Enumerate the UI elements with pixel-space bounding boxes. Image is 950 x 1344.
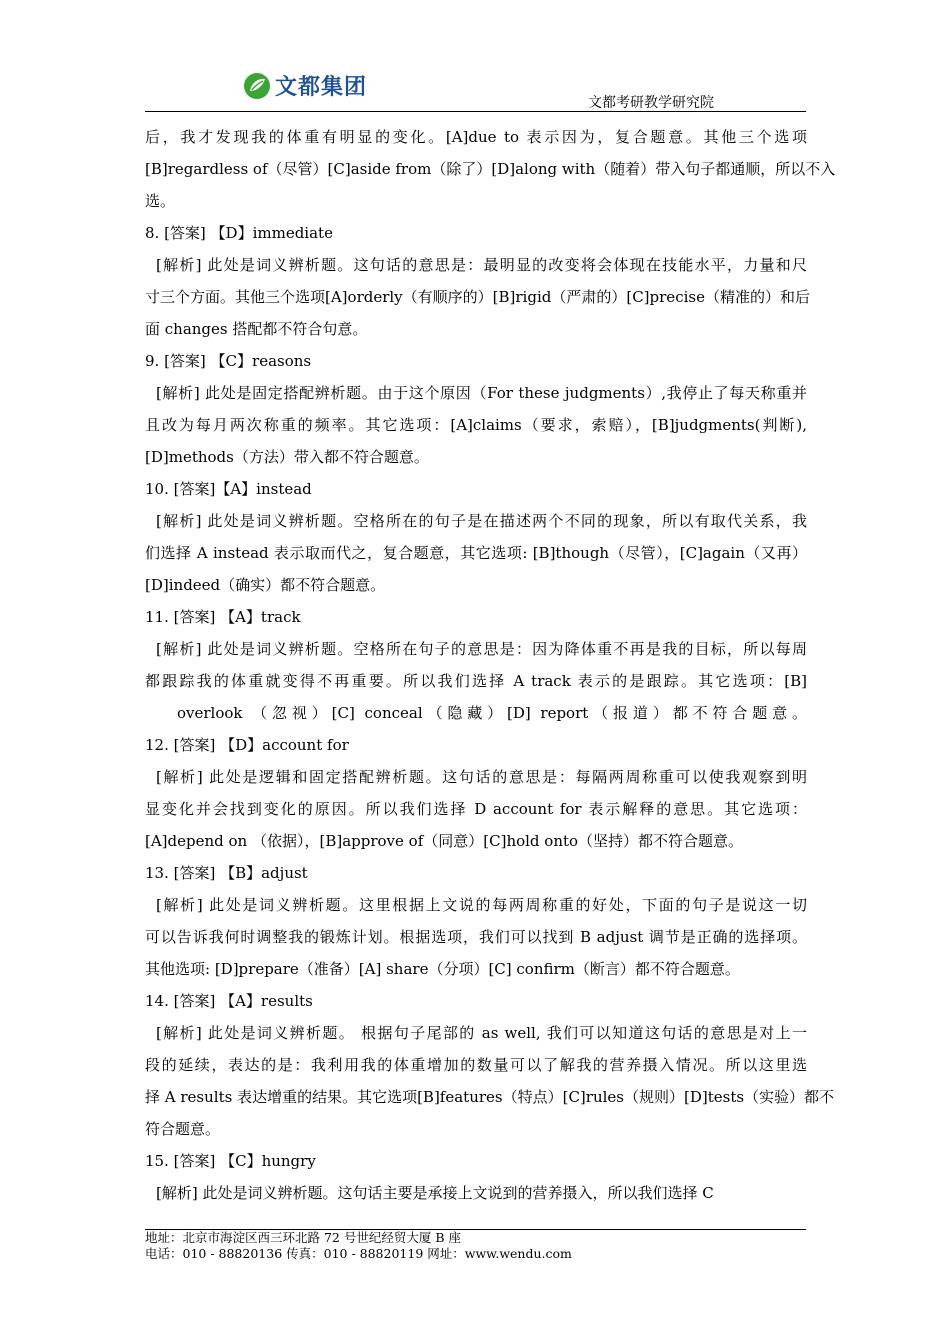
company-logo [242, 70, 367, 101]
text-line: 选。 [145, 192, 176, 210]
text-line: 都跟踪我的体重就变得不再重要。所以我们选择 A track 表示的是跟踪。其它选项：[B] [145, 672, 807, 690]
text-line: 可以告诉我何时调整我的锻炼计划。根据选项，我们可以找到 B adjust 调节是正确的选择项。 [145, 928, 807, 946]
text-line: 显变化并会找到变化的原因。所以我们选择 D account for 表示解释的意思。其它选项： [145, 800, 807, 818]
text-line: [解析] 此处是词义辨析题。空格所在的句子是在描述两个不同的现象，所以有取代关系，我 [156, 512, 807, 530]
header-divider [145, 111, 806, 112]
text-line: [解析] 此处是词义辨析题。这句话的意思是：最明显的改变将会体现在技能水平，力量和尺 [156, 256, 807, 274]
text-line: 10. [答案]【A】instead [145, 480, 312, 498]
text-line: 且改为每月两次称重的频率。其它选项：[A]claims（要求，索赔），[B]judgments(判断), [145, 416, 807, 434]
document-body [145, 121, 836, 1209]
text-line: 后，我才发现我的体重有明显的变化。[A]due to 表示因为，复合题意。其他三个选项 [145, 128, 807, 146]
text-line: 8. [答案] 【D】immediate [145, 224, 333, 242]
footer-address: 地址：北京市海淀区西三环北路 72 号世纪经贸大厦 B 座 [145, 1230, 461, 1245]
text-line: 面 changes 搭配都不符合句意。 [145, 320, 368, 338]
text-line: 12. [答案] 【D】account for [145, 736, 349, 754]
text-line: 15. [答案] 【C】hungry [145, 1152, 316, 1170]
leaf-logo-icon [242, 71, 272, 101]
text-line: [解析] 此处是词义辨析题。 根据句子尾部的 as well, 我们可以知道这句话的意思是对上一 [156, 1024, 807, 1042]
text-line: [解析] 此处是固定搭配辨析题。由于这个原因（For these judgments）,我停止了每天称重并 [156, 384, 807, 402]
text-line: [D]indeed（确实）都不符合题意。 [145, 576, 386, 594]
text-line: 符合题意。 [145, 1120, 221, 1138]
institute-name: 文都考研教学研究院 [588, 95, 714, 111]
text-line: 寸三个方面。其他三个选项[A]orderly（有顺序的）[B]rigid（严肃的）[C]precise（精准的）和后 [145, 288, 810, 306]
logo-text: 文都集团 [275, 75, 368, 100]
footer-contact: 电话：010 - 88820136 传真：010 - 88820119 网址：www.wendu.com [145, 1246, 572, 1261]
text-line: 们选择 A instead 表示取而代之，复合题意，其它选项: [B]though（尽管），[C]again（又再） [145, 544, 807, 562]
text-line: 段的延续，表达的是：我利用我的体重增加的数量可以了解我的营养摄入情况。所以这里选 [145, 1056, 807, 1074]
page-header [145, 60, 806, 112]
text-line: [D]methods（方法）带入都不符合题意。 [145, 448, 429, 466]
text-line: [B]regardless of（尽管）[C]aside from（除了）[D]along with（随着）带入句子都通顺，所以不入 [145, 160, 836, 178]
text-line: [解析] 此处是词义辨析题。这里根据上文说的每两周称重的好处，下面的句子是说这一切 [156, 896, 807, 914]
text-line: [解析] 此处是词义辨析题。空格所在句子的意思是：因为降体重不再是我的目标，所以每周 [156, 640, 807, 658]
page-footer [145, 1229, 806, 1262]
text-line: overlook （忽视）[C] conceal（隐藏）[D] report（报道）都不符合题意。 [177, 704, 807, 722]
text-line: 9. [答案] 【C】reasons [145, 352, 312, 370]
text-line: 其他选项: [D]prepare（准备）[A] share（分项）[C] confirm（断言）都不符合题意。 [145, 960, 740, 978]
text-line: [解析] 此处是逻辑和固定搭配辨析题。这句话的意思是：每隔两周称重可以使我观察到明 [156, 768, 807, 786]
text-line: 13. [答案] 【B】adjust [145, 864, 308, 882]
text-line: [解析] 此处是词义辨析题。这句话主要是承接上文说到的营养摄入，所以我们选择 C [156, 1184, 714, 1202]
text-line: 11. [答案] 【A】track [145, 608, 301, 626]
text-line: 择 A results 表达增重的结果。其它选项[B]features（特点）[C]rules（规则）[D]tests（实验）都不 [145, 1088, 835, 1106]
text-line: 14. [答案] 【A】results [145, 992, 313, 1010]
text-line: [A]depend on （依据），[B]approve of（同意）[C]hold onto（坚持）都不符合题意。 [145, 832, 744, 850]
